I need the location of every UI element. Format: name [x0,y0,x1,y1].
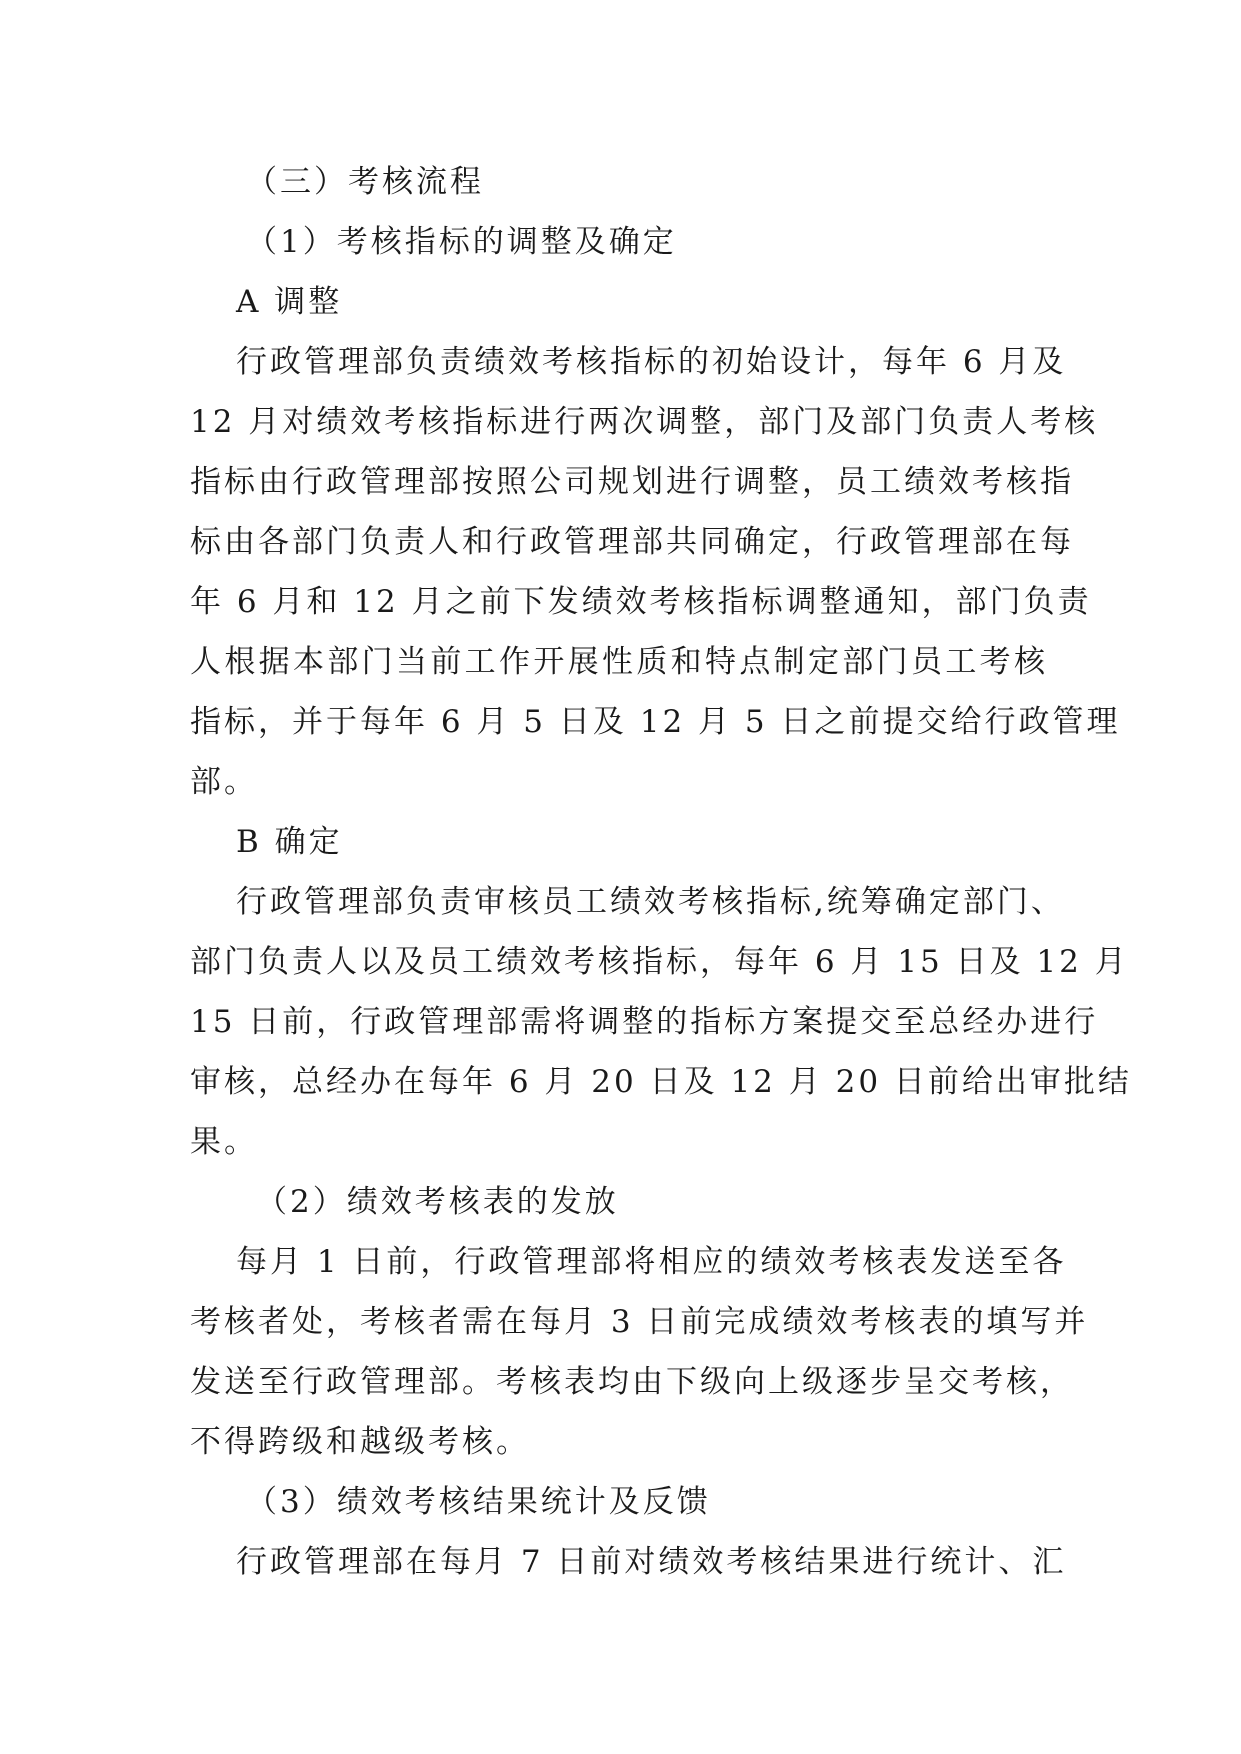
paragraph-line: 年 6 月和 12 月之前下发绩效考核指标调整通知，部门负责 [190,584,1092,620]
paragraph-line: 每月 1 日前，行政管理部将相应的绩效考核表发送至各 [236,1244,1067,1280]
paragraph-line: 人根据本部门当前工作开展性质和特点制定部门员工考核 [190,644,1048,680]
paragraph-line: 部门负责人以及员工绩效考核指标，每年 6 月 15 日及 12 月 [190,944,1129,980]
paragraph-line: 发送至行政管理部。考核表均由下级向上级逐步呈交考核， [190,1364,1074,1400]
subsection-heading-3: （3）绩效考核结果统计及反馈 [246,1484,711,1520]
section-heading: （三）考核流程 [246,164,484,200]
paragraph-line: 不得跨级和越级考核。 [190,1424,530,1460]
paragraph-line: 15 日前，行政管理部需将调整的指标方案提交至总经办进行 [190,1004,1099,1040]
paragraph-line: 行政管理部在每月 7 日前对绩效考核结果进行统计、汇 [236,1544,1067,1580]
subsection-heading-2: （2）绩效考核表的发放 [256,1184,619,1220]
paragraph-line: 12 月对绩效考核指标进行两次调整，部门及部门负责人考核 [190,404,1099,440]
paragraph-line: 行政管理部负责绩效考核指标的初始设计，每年 6 月及 [236,344,1067,380]
item-heading-b: B 确定 [236,824,343,860]
paragraph-line: 果。 [190,1124,258,1160]
paragraph-line: 审核，总经办在每年 6 月 20 日及 12 月 20 日前给出审批结 [190,1064,1132,1100]
subsection-heading-1: （1）考核指标的调整及确定 [246,224,677,260]
paragraph-line: 指标由行政管理部按照公司规划进行调整，员工绩效考核指 [190,464,1074,500]
paragraph-line: 考核者处，考核者需在每月 3 日前完成绩效考核表的填写并 [190,1304,1089,1340]
paragraph-line: 行政管理部负责审核员工绩效考核指标,统筹确定部门、 [236,884,1065,920]
paragraph-line: 指标，并于每年 6 月 5 日及 12 月 5 日之前提交给行政管理 [190,704,1121,740]
item-heading-a: A 调整 [236,284,343,320]
paragraph-line: 标由各部门负责人和行政管理部共同确定，行政管理部在每 [190,524,1074,560]
paragraph-line: 部。 [190,764,258,800]
